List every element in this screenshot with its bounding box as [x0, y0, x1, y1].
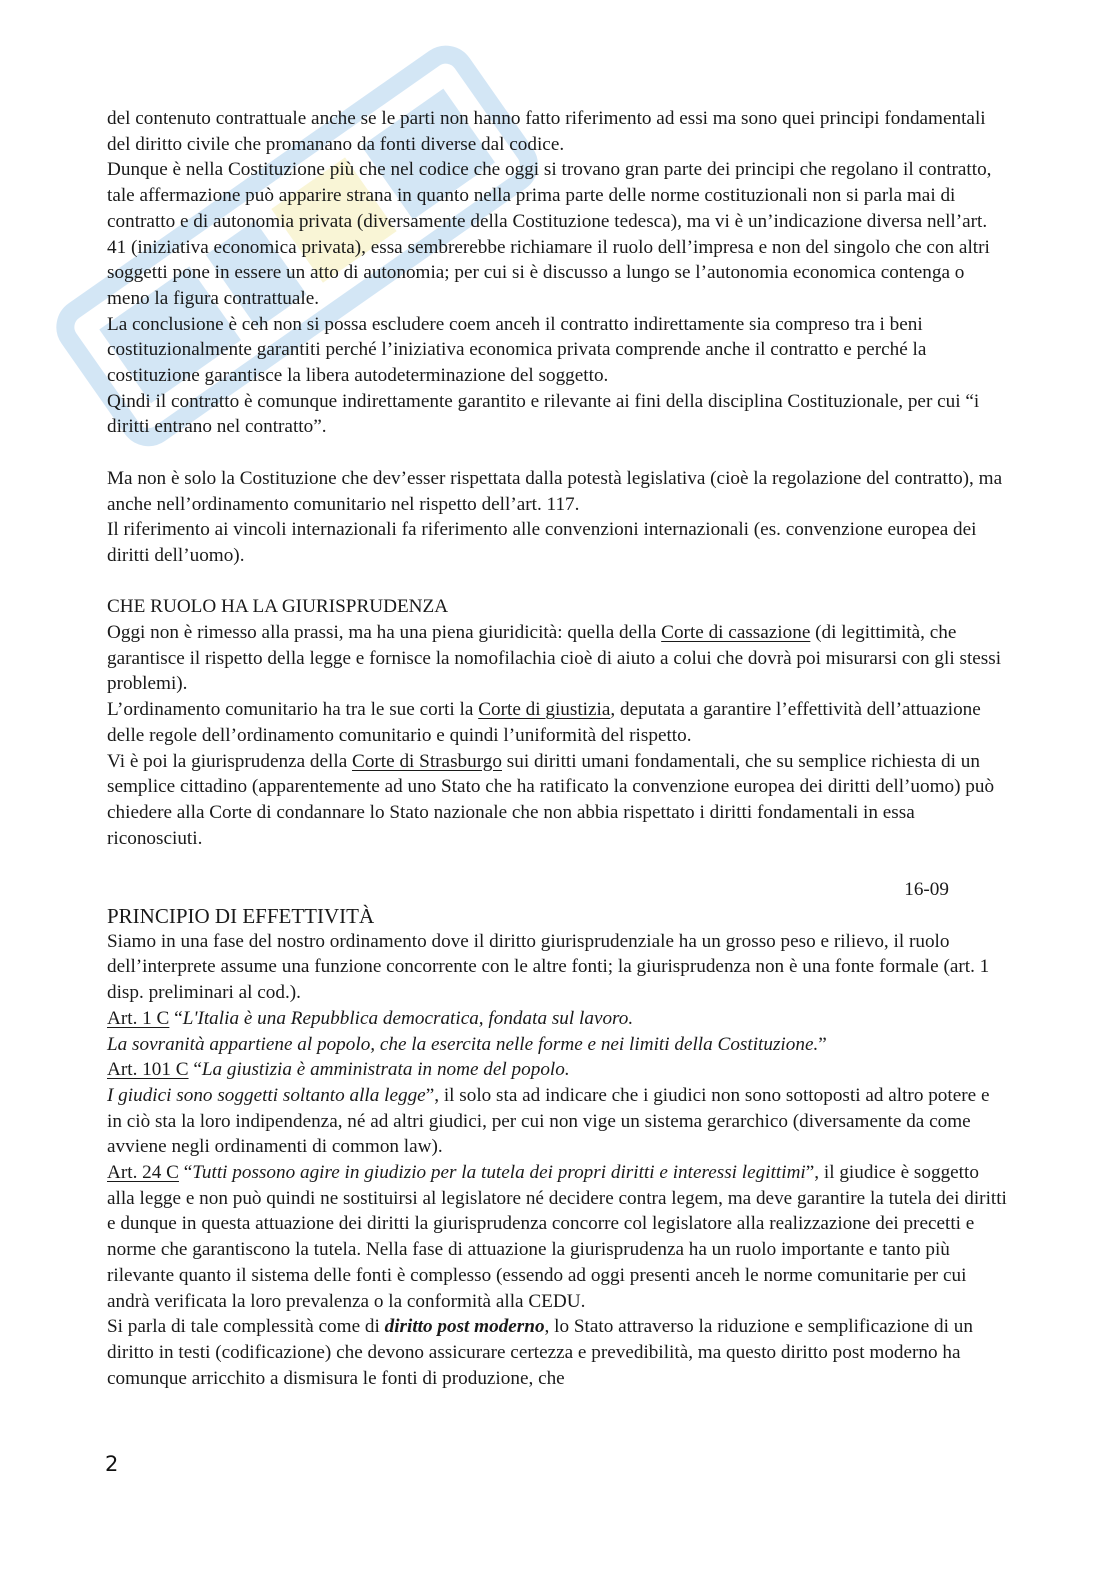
corte-giustizia-ref: Corte di giustizia: [478, 699, 611, 721]
lecture-date: 16-09: [904, 879, 949, 901]
article-24-paragraph: Art. 24 C “Tutti possono agire in giudizio per la tutela dei propri diritti e interessi legittimi”, il giudice è soggetto alla legge e non può quindi ne sostituirsi al legislatore né decidere contra legem, ma deve garantire la tutela dei diritti e dunque in questa attuazione dei diritti la giurisprudenza concorre col legislatore alla realizzazione dei precetti e norme che garantiscono la tutela. Nella fase di attuazione la giurisprudenza ha un ruolo importante e tanto più rilevante quanto il sistema delle fonti è complesso (essendo ad oggi presenti anceh le norme comunitarie per cui andrà verificata la loro prevalenza o la conformità alla CEDU.: [107, 1162, 1007, 1312]
paragraph: Si parla di tale complessità come di diritto post moderno, lo Stato attraverso la riduzione e semplificazione di un diritto in testi (codificazione) che devono assicurare certezza e prevedibilità, ma questo diritto post moderno ha comunque arricchito a dismisura le fonti di produzione, che: [107, 1316, 973, 1389]
section-heading-giurisprudenza: CHE RUOLO HA LA GIURISPRUDENZA: [107, 596, 449, 618]
paragraph: Qindi il contratto è comunque indirettamente garantito e rilevante ai fini della disciplina Costituzionale, per cui “i diritti entrano nel contratto”.: [107, 390, 980, 438]
paragraph: Ma non è solo la Costituzione che dev’esser rispettata dalla potestà legislativa (cioè la regolazione del contratto), ma anche nell’ordinamento comunitario nel rispetto dell’art. 117.: [107, 467, 1003, 515]
article-101-quote: Art. 101 C “La giustizia è amministrata in nome del popolo.: [107, 1059, 570, 1081]
paragraph: L’ordinamento comunitario ha tra le sue corti la Corte di giustizia, deputata a garantire l’effettività dell’attuazione delle regole dell’ordinamento comunitario e quindi l’uniformità del rispetto.: [107, 699, 981, 746]
paragraph: Oggi non è rimesso alla prassi, ma ha una piena giuridicità: quella della Corte di cassazione (di legittimità, che garantisce il rispetto della legge e fornisce la nomofilachia cioè di aiuto a colui che dovrà poi misurarsi con gli stessi problemi).: [107, 622, 1002, 695]
paragraph: Il riferimento ai vincoli internazionali fa riferimento alle convenzioni internazionali (es. convenzione europea dei diritti dell’uomo).: [107, 519, 977, 566]
page-number: 2: [105, 1452, 119, 1476]
paragraph: La conclusione è ceh non si possa escludere coem anceh il contratto indirettamente sia compreso tra i beni costituzionalmente garantiti perché l’iniziativa economica privata comprende anche il contratto e perché la costituzione garantisce la libera autodeterminazione del soggetto.: [107, 313, 927, 387]
paragraph: Dunque è nella Costituzione più che nel codice che oggi si trovano gran parte dei principi che regolano il contratto, tale affermazione può apparire strana in quanto nella prima parte delle norme costituzionali non si parla mai di contratto e di autonomia privata (diversamente della Costituzione tedesca), ma vi è un’indicazione diversa nell’art. 41 (iniziativa economica privata), essa sembrerebbe richiamare il ruolo dell’impresa e non del singolo che con altri soggetti pone in essere un atto di autonomia; per cui si è discusso a lungo se l’autonomia economica contenga o meno la figura contrattuale.: [107, 159, 992, 309]
corte-strasburgo-ref: Corte di Strasburgo: [352, 750, 502, 772]
paragraph: Siamo in una fase del nostro ordinamento dove il diritto giurisprudenziale ha un grosso peso e rilievo, il ruolo dell’interprete assume una funzione concorrente con le altre fonti; la giurisprudenza non è una fonte formale (art. 1 disp. preliminari al cod.).: [107, 930, 990, 1004]
article-1-quote: Art. 1 C “L'Italia è una Repubblica democratica, fondata sul lavoro.: [107, 1007, 634, 1029]
document-body: [107, 106, 1007, 1391]
article-1-quote-cont: La sovranità appartiene al popolo, che la esercita nelle forme e nei limiti della Costituzione.”: [107, 1033, 827, 1055]
section-heading-effettivita: PRINCIPIO DI EFFETTIVITÀ: [107, 903, 375, 928]
corte-cassazione-ref: Corte di cassazione: [661, 622, 811, 644]
paragraph: I giudici sono soggetti soltanto alla legge”, il solo sta ad indicare che i giudici non sono sottoposti ad altro potere e in ciò sta la loro indipendenza, né ad altri giudici, per cui non vige un sistema gerarchico (diversamente da come avviene negli ordinamenti di common law).: [107, 1084, 990, 1158]
paragraph: del contenuto contrattuale anche se le parti non hanno fatto riferimento ad essi ma sono quei principi fondamentali del diritto civile che promanano da fonti diverse dal codice.: [107, 108, 986, 155]
paragraph: Vi è poi la giurisprudenza della Corte di Strasburgo sui diritti umani fondamentali, che su semplice richiesta di un semplice cittadino (apparentemente ad uno Stato che ha ratificato la convenzione europea dei diritti dell’uomo) può chiedere alla Corte di condannare lo Stato nazionale che non abbia rispettato i diritti fondamentali in essa riconosciuti.: [107, 750, 995, 849]
